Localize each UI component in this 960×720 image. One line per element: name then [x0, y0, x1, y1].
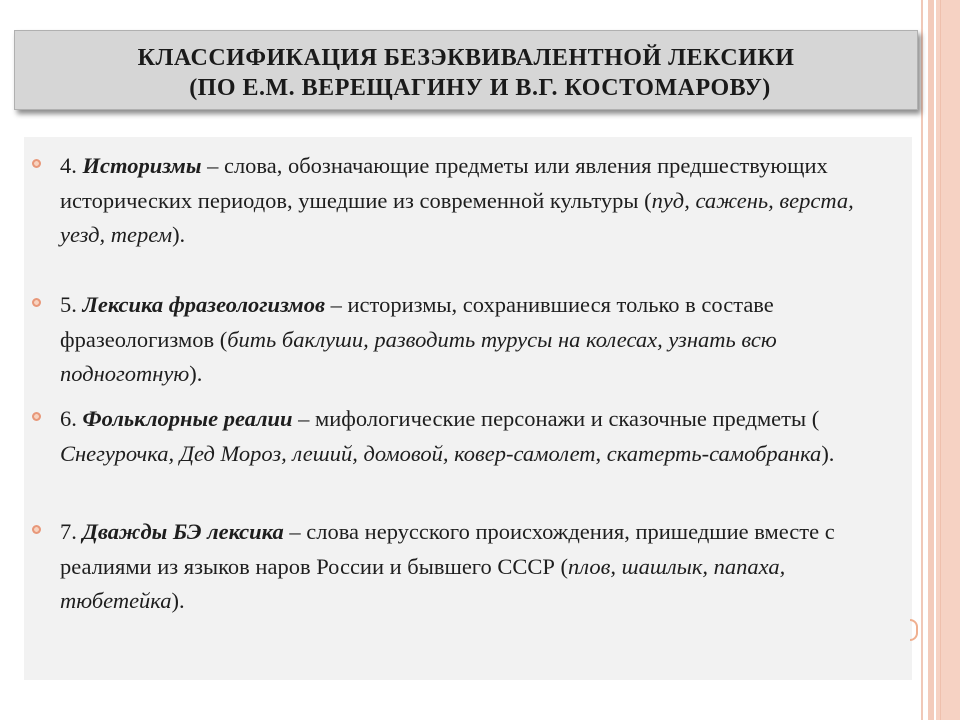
item-examples: бить баклуши, разводить турусы на колесах, узнать всю подноготную [60, 326, 777, 386]
item-term: Лексика фразеологизмов [82, 292, 326, 317]
bullet-icon [32, 525, 41, 534]
slide-title-box [14, 30, 918, 110]
item-examples: скатерть-самобранка [606, 440, 822, 466]
item-definition: – историзмы, сохранившиеся только в составе фразеологизмов ( [60, 292, 774, 352]
item-examples: пуд, сажень, верста, уезд, терем [60, 187, 854, 247]
bullet-icon [32, 298, 41, 307]
bullet-icon [32, 412, 41, 421]
slide-title-line-2: (ПО Е.М. ВЕРЕЩАГИНУ И В.Г. КОСТОМАРОВУ) [189, 75, 771, 101]
item-definition: – слова нерусского происхождения, пришедшие вместе с реалиями из языков наров России и бывшего СССР ( [60, 519, 835, 579]
content-box [24, 137, 912, 680]
item-separator: , [595, 440, 607, 466]
item-end: ). [171, 588, 185, 613]
item-end: ). [189, 361, 203, 386]
item-number: 4. [60, 153, 77, 178]
item-examples: плов, шашлык, папаха, тюбетейка [60, 553, 786, 613]
item-term: Фольклорные реалии [82, 406, 293, 431]
decor-stripe [940, 0, 941, 720]
item-end: ). [821, 440, 835, 466]
list-item [60, 515, 900, 619]
item-number: 5. [60, 292, 77, 317]
decor-arc [910, 619, 918, 641]
slide-title-line-1: КЛАССИФИКАЦИЯ БЕЗЭКВИВАЛЕНТНОЙ ЛЕКСИКИ [137, 45, 795, 71]
decor-stripe [921, 0, 923, 720]
item-definition: – мифологические персонажи и сказочные предметы ( [292, 406, 820, 431]
item-number: 7. [60, 519, 77, 544]
decor-stripe [928, 0, 934, 720]
item-term: Дважды БЭ лексика [82, 519, 284, 544]
item-examples: Снегурочка, Дед Мороз, леший, домовой, ковер-самолет [60, 440, 596, 466]
item-definition: – слова, обозначающие предметы или явления предшествующих исторических периодов, ушедшие из современной культуры ( [60, 153, 828, 213]
bullet-icon [32, 159, 41, 168]
item-end: ). [172, 222, 186, 247]
list-item [60, 288, 900, 392]
item-number: 6. [60, 406, 77, 431]
item-term: Историзмы [82, 153, 202, 178]
list-item [60, 149, 900, 253]
list-item [60, 402, 900, 471]
